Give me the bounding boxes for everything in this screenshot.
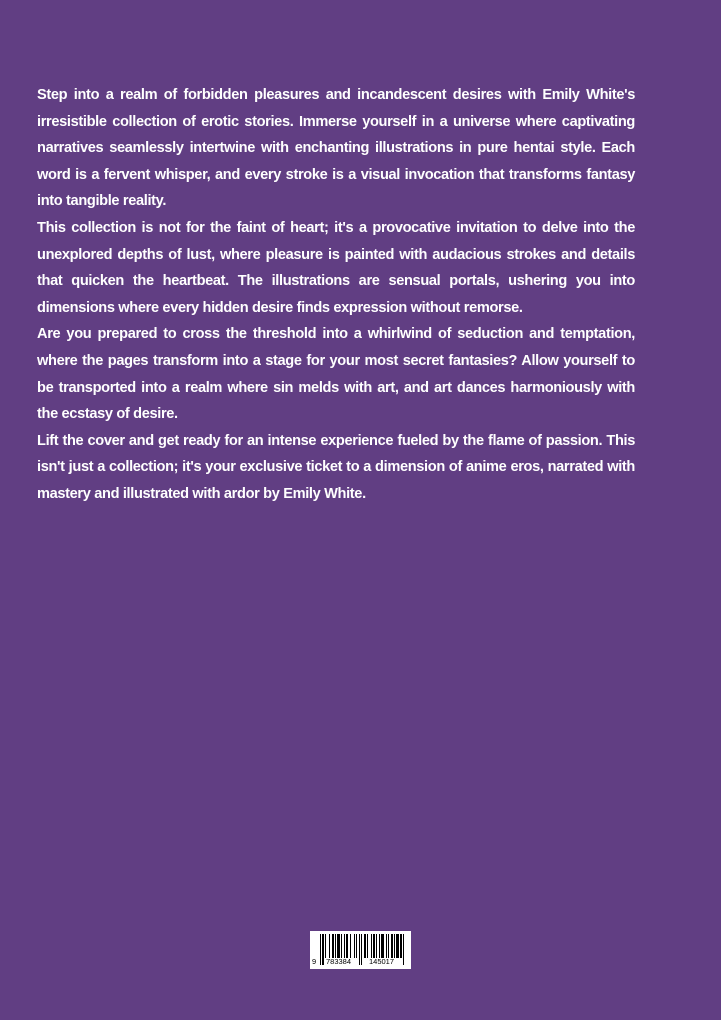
barcode-bar <box>400 934 402 958</box>
barcode-bar <box>350 934 351 958</box>
barcode-bar <box>373 934 375 958</box>
barcode-first-digit: 9 <box>312 957 317 966</box>
barcode-bar <box>381 934 384 958</box>
barcode-bar <box>359 934 360 965</box>
barcode-bar <box>346 934 348 958</box>
barcode-bar <box>344 934 345 958</box>
blurb-paragraph-1: Step into a realm of forbidden pleasures and incandescent desires with Emily White's irresistible collection of erotic stories. Immerse yourself in a universe where captivating narratives seamlessly intertwine with enchanting illustrations in pure hentai style. Each word is a fervent whisper, and every stroke is a visual invocation that transforms fantasy into tangible reality. <box>37 87 635 210</box>
barcode-bar <box>320 934 321 965</box>
barcode-bar <box>403 934 404 965</box>
barcode-bar <box>376 934 377 958</box>
barcode-bar <box>361 934 362 965</box>
blurb-paragraph-3: Are you prepared to cross the threshold into a whirlwind of seduction and temptation, where the pages transform into a stage for your most secret fantasies? Allow yourself to be transported into a realm where sin melds with art, and art dances harmoniously with the ecstasy of desire. <box>37 326 635 423</box>
barcode-right-digits: 145017 <box>369 957 395 966</box>
blurb-paragraph-4: Lift the cover and get ready for an intense experience fueled by the flame of passion. This isn't just a collection; it's your exclusive ticket to a dimension of anime eros, narrated with mastery and illustrated with ardor by Emily White. <box>37 432 635 502</box>
barcode-bar <box>322 934 324 965</box>
barcode-bar <box>356 934 357 958</box>
barcode-bar <box>386 934 387 958</box>
barcode-bar <box>335 934 336 958</box>
barcode-bar <box>388 934 389 958</box>
barcode-bar <box>329 934 330 958</box>
barcode-bar <box>325 934 326 958</box>
isbn-barcode <box>310 931 411 969</box>
barcode-bar <box>391 934 393 958</box>
barcode-bar <box>341 934 342 958</box>
barcode-left-digits: 783384 <box>326 957 352 966</box>
blurb-paragraph-2: This collection is not for the faint of heart; it's a provocative invitation to delve into the unexplored depths of lust, where pleasure is painted with audacious strokes and details that quicken the heartbeat. The illustrations are sensual portals, ushering you into dimensions where every hidden desire finds expression without remorse. <box>37 219 635 316</box>
barcode-bar <box>379 934 380 958</box>
barcode-bar <box>354 934 355 958</box>
back-cover-blurb <box>37 82 635 508</box>
barcode-bar <box>396 934 399 958</box>
barcode-bar <box>371 934 372 958</box>
barcode-bar <box>364 934 366 958</box>
barcode-bar <box>332 934 334 958</box>
barcode-bar <box>337 934 340 958</box>
barcode-bar <box>394 934 395 958</box>
barcode-bar <box>367 934 368 958</box>
